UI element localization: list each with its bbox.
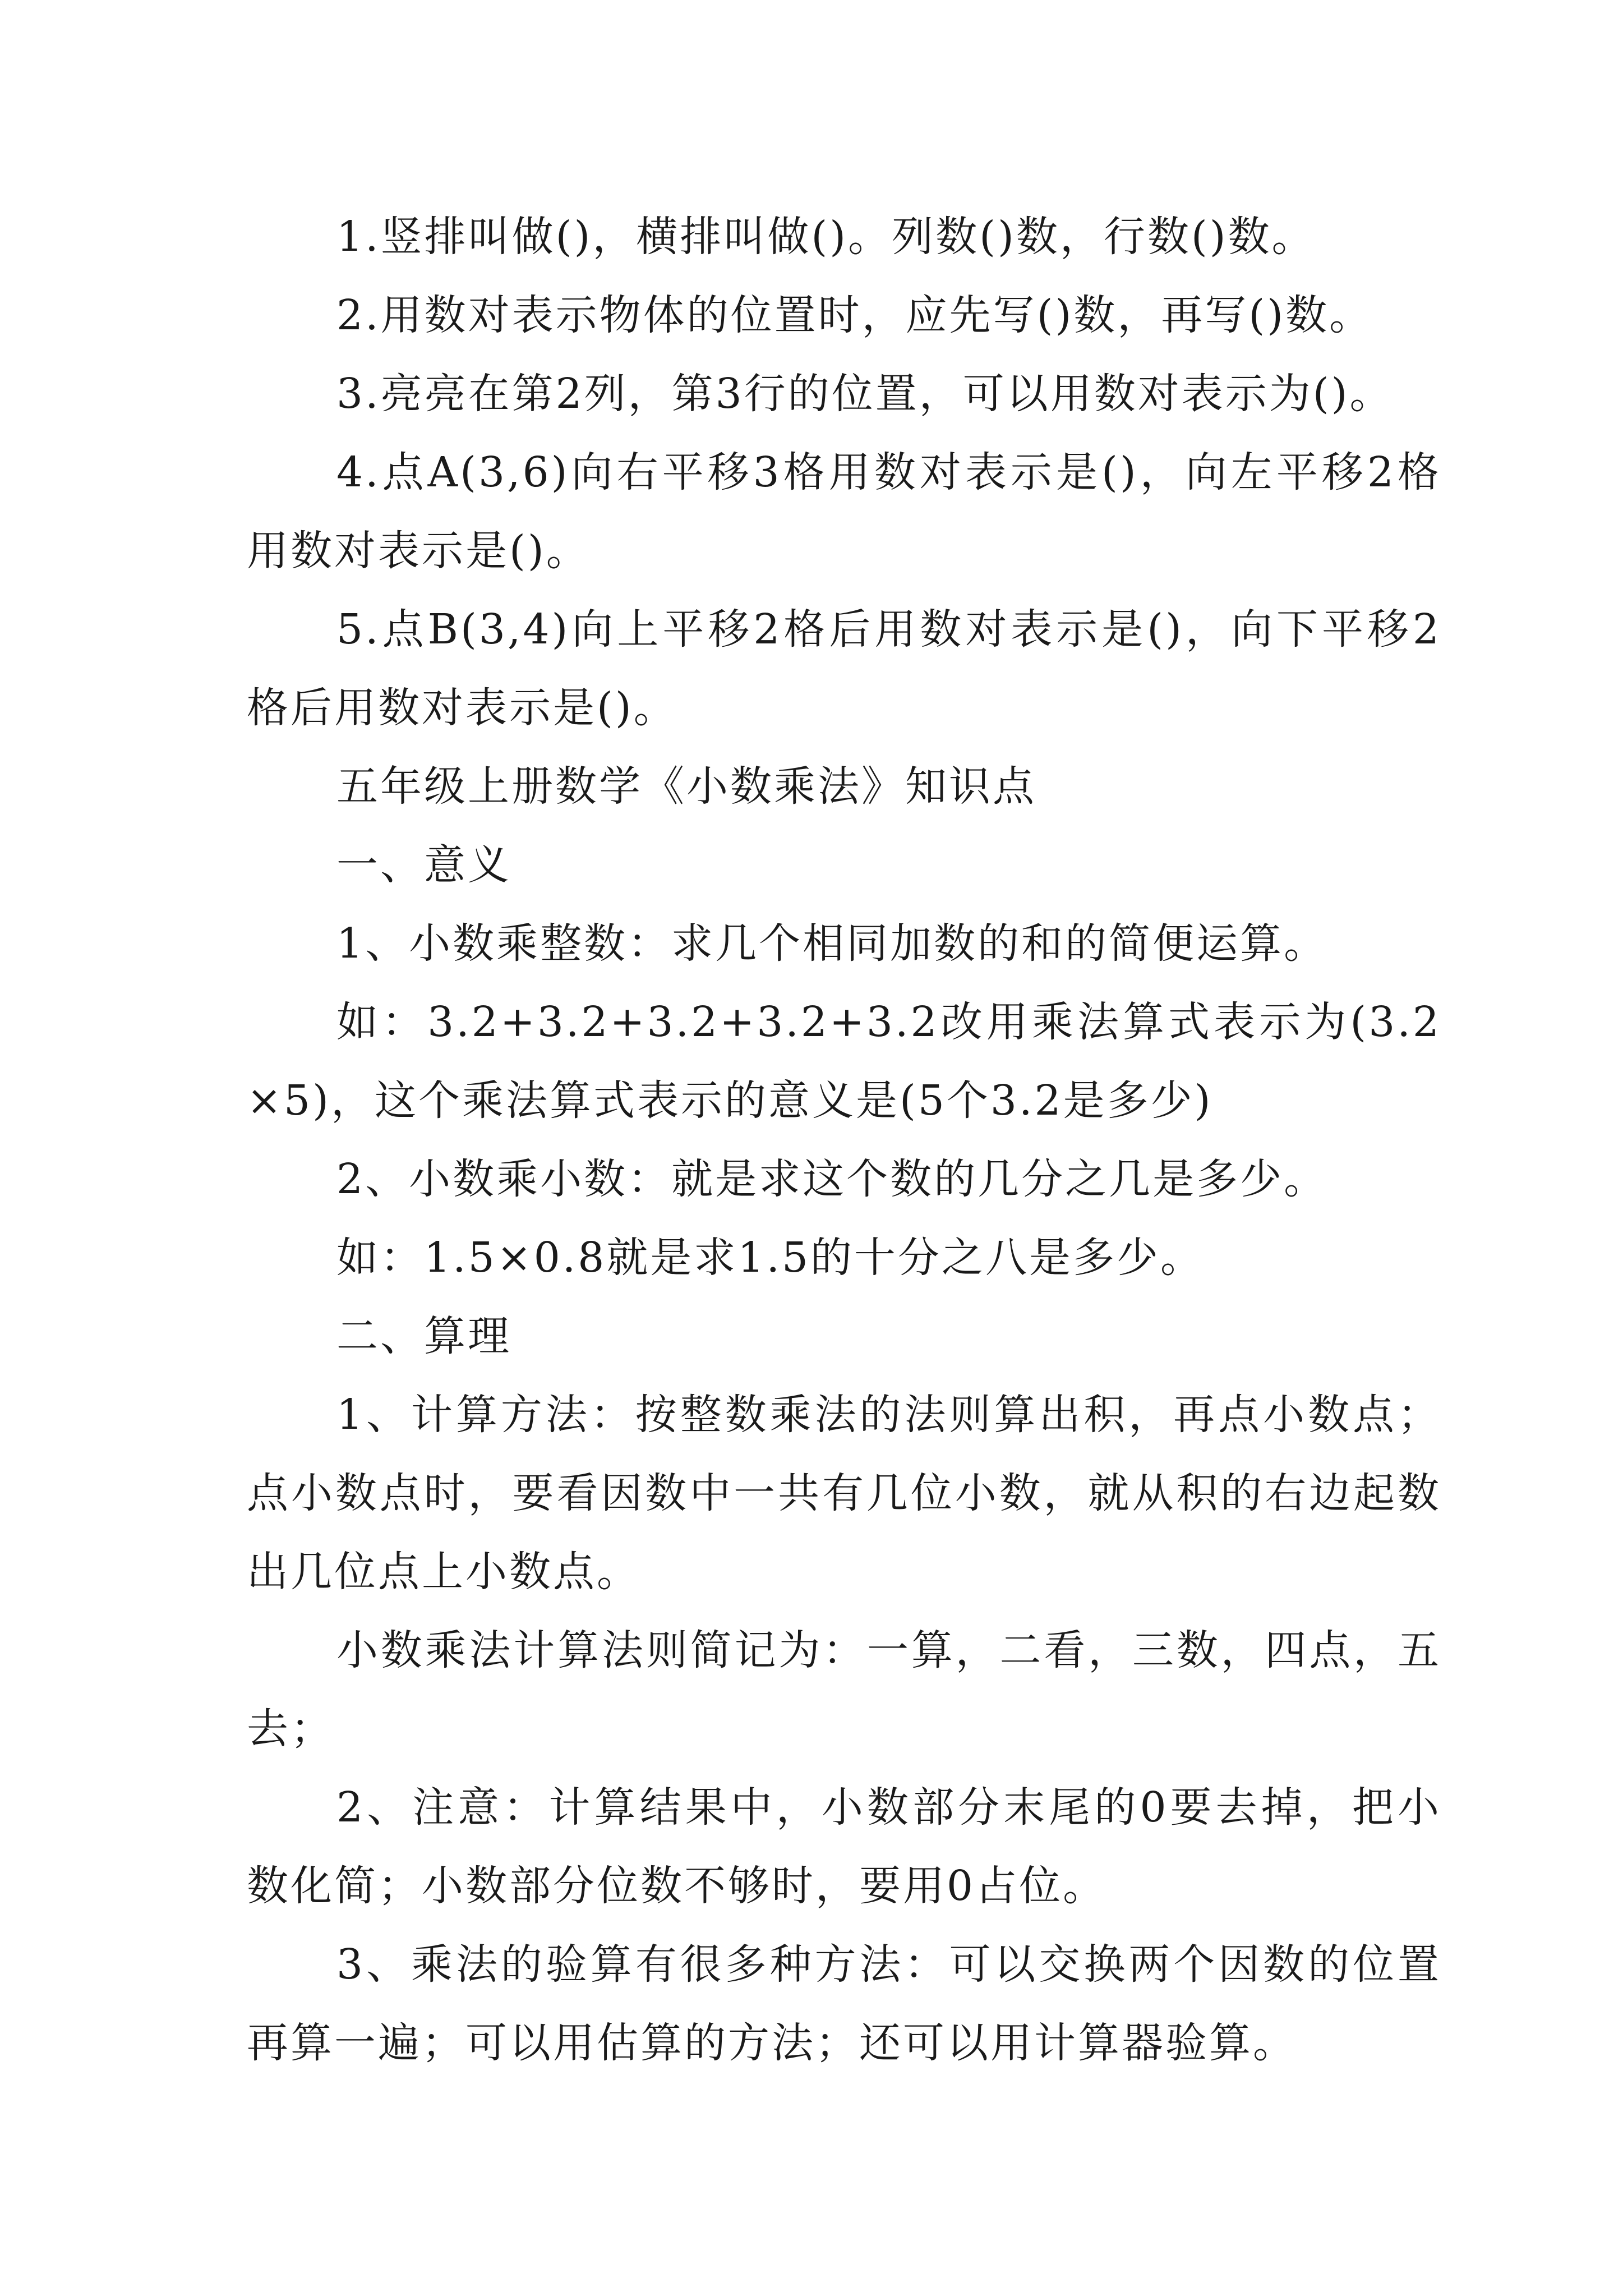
question-1: 1.竖排叫做()，横排叫做()。列数()数，行数()数。	[336, 213, 1316, 261]
meaning-point-2: 2、小数乘小数：就是求这个数的几分之几是多少。	[336, 1155, 1328, 1203]
question-3: 3.亮亮在第2列，第3行的位置，可以用数对表示为()。	[336, 370, 1394, 418]
principle-point-3: 3、乘法的验算有很多种方法：可以交换两个因数的位置再算一遍；可以用估算的方法；还可以用计算器验算。	[247, 1940, 1441, 2067]
meaning-example-2: 如：1.5×0.8就是求1.5的十分之八是多少。	[336, 1234, 1205, 1282]
heading-principle: 二、算理	[336, 1312, 511, 1360]
document-body	[247, 197, 1441, 2082]
question-5: 5.点B(3,4)向上平移2格后用数对表示是()，向下平移2格后用数对表示是()。	[247, 605, 1441, 732]
section-title: 五年级上册数学《小数乘法》知识点	[336, 762, 1036, 811]
question-4: 4.点A(3,6)向右平移3格用数对表示是()，向左平移2格用数对表示是()。	[247, 448, 1441, 575]
meaning-example-1: 如：3.2+3.2+3.2+3.2+3.2改用乘法算式表示为(3.2×5)，这个乘法算式表示的意义是(5个3.2是多少)	[247, 998, 1441, 1125]
principle-point-2: 2、注意：计算结果中，小数部分末尾的0要去掉，把小数化简；小数部分位数不够时，要用0占位。	[247, 1783, 1441, 1910]
principle-summary: 小数乘法计算法则简记为：一算，二看，三数，四点，五去；	[247, 1626, 1441, 1753]
heading-meaning: 一、意义	[336, 841, 511, 889]
principle-point-1: 1、计算方法：按整数乘法的法则算出积，再点小数点；点小数点时，要看因数中一共有几位小数，就从积的右边起数出几位点上小数点。	[247, 1391, 1441, 1596]
meaning-point-1: 1、小数乘整数：求几个相同加数的和的简便运算。	[336, 919, 1328, 968]
question-2: 2.用数对表示物体的位置时，应先写()数，再写()数。	[336, 291, 1373, 339]
